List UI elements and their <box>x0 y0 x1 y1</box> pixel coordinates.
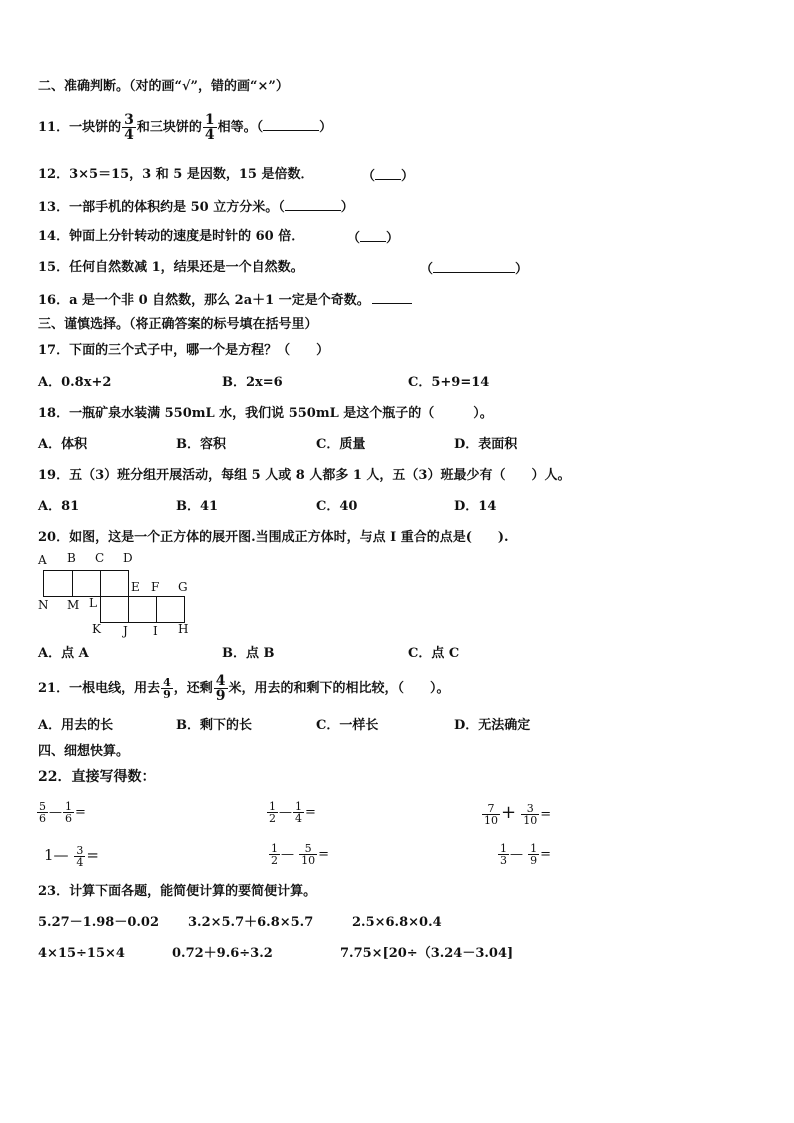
option-a[interactable]: A．0.8x+2 <box>38 375 112 390</box>
question-20: 20．如图，这是一个正方体的展开图.当围成正方体时，与点 I 重合的点是( ). <box>38 530 509 545</box>
option-d[interactable]: D．表面积 <box>454 437 518 452</box>
label-d: D <box>123 551 133 565</box>
question-19: 19．五（3）班分组开展活动，每组 5 人或 8 人都多 1 人，五（3）班最少有（ ）人。 <box>38 468 571 483</box>
calc-item: 0.72＋9.6÷3.2 <box>172 946 273 961</box>
label-a: A <box>38 553 47 567</box>
label-c: C <box>95 551 105 565</box>
label-b: B <box>67 551 76 565</box>
expression: $\frac{5}{6}$ — $\frac{1}{6}$ = <box>39 800 86 825</box>
option-c[interactable]: C．点 C <box>408 646 460 661</box>
answer-blank[interactable] <box>433 260 515 273</box>
question-13: 13．一部手机的体积约是 50 立方分米。（ ） <box>38 200 354 215</box>
question-14: 14．钟面上分针转动的速度是时针的 60 倍． <box>38 229 305 244</box>
answer-blank[interactable] <box>372 291 412 304</box>
question-18: 18．一瓶矿泉水装满 550mL 水，我们说 550mL 是这个瓶子的（ ）。 <box>38 406 493 421</box>
cube-net-figure <box>36 552 206 642</box>
net-face <box>100 570 129 597</box>
option-a[interactable]: A．点 A <box>38 646 89 661</box>
calc-item: 7.75×[20÷（3.24－3.04] <box>340 946 514 961</box>
question-11: 11．一块饼的 $\frac{3}{4}$ 和三块饼的 $\frac{1}{4}$ 相等。（ ） <box>38 112 333 143</box>
option-a[interactable]: A．用去的长 <box>38 718 114 733</box>
fraction: $\frac{3}{4}$ <box>124 112 134 143</box>
answer-blank[interactable] <box>263 118 319 131</box>
calc-item: 2.5×6.8×0.4 <box>352 915 442 930</box>
expression: $\frac{7}{10}$ + $\frac{3}{10}$ = <box>484 802 552 827</box>
q15-answer: （ ） <box>420 262 529 277</box>
label-i: I <box>153 624 158 638</box>
net-face <box>128 596 157 623</box>
calc-item: 5.27－1.98－0.02 <box>38 915 159 930</box>
label-g: G <box>178 580 188 594</box>
q11-text-c: 相等。（ <box>217 120 264 135</box>
option-d[interactable]: D．14 <box>454 499 497 514</box>
label-l: L <box>89 596 97 610</box>
q11-text-a: 11．一块饼的 <box>38 120 122 135</box>
label-f: F <box>151 580 160 594</box>
calc-item: 3.2×5.7＋6.8×5.7 <box>188 915 314 930</box>
expression: 1— $\frac{3}{4}$ = <box>44 843 99 869</box>
question-12: 12．3×5＝15，3 和 5 是因数，15 是倍数． <box>38 167 314 182</box>
section-4-title: 四、细想快算。 <box>38 744 130 759</box>
calc-item: 4×15÷15×4 <box>38 946 125 961</box>
expression: $\frac{1}{2}$ — $\frac{5}{10}$ = <box>271 842 330 867</box>
option-c[interactable]: C．质量 <box>316 437 366 452</box>
fraction: $\frac{4}{9}$ <box>215 673 226 704</box>
net-face <box>100 596 129 623</box>
net-face <box>156 596 185 623</box>
q14-answer: （ ） <box>347 231 400 246</box>
option-b[interactable]: B．点 B <box>222 646 275 661</box>
label-h: H <box>178 622 189 636</box>
option-c[interactable]: C．一样长 <box>316 718 379 733</box>
label-j: J <box>123 624 128 638</box>
label-n: N <box>38 598 49 612</box>
option-d[interactable]: D．无法确定 <box>454 718 531 733</box>
option-a[interactable]: A．81 <box>38 499 80 514</box>
answer-blank[interactable] <box>375 167 401 180</box>
section-2-title: 二、准确判断。（对的画“√”，错的画“×”） <box>38 79 289 94</box>
label-m: M <box>67 598 80 612</box>
expression: $\frac{1}{2}$ — $\frac{1}{4}$ = <box>269 800 316 825</box>
question-22: 22．直接写得数： <box>38 769 156 785</box>
question-17: 17．下面的三个式子中，哪一个是方程？（ ） <box>38 343 330 358</box>
option-b[interactable]: B．容积 <box>176 437 226 452</box>
question-23: 23．计算下面各题，能简便计算的要简便计算。 <box>38 884 317 899</box>
option-c[interactable]: C．5+9=14 <box>408 375 490 390</box>
option-b[interactable]: B．2x=6 <box>222 375 283 390</box>
question-16: 16．a 是一个非 0 自然数，那么 2a＋1 一定是个奇数。 <box>38 291 412 309</box>
option-a[interactable]: A．体积 <box>38 437 88 452</box>
net-face <box>72 570 101 597</box>
expression: $\frac{1}{3}$ — $\frac{1}{9}$ = <box>500 842 552 867</box>
answer-blank[interactable] <box>360 229 386 242</box>
option-b[interactable]: B．剩下的长 <box>176 718 252 733</box>
label-e: E <box>131 580 140 594</box>
question-21: 21．一根电线，用去 $\frac{4}{9}$ ，还剩 $\frac{4}{9}$ 米，用去的和剩下的相比较，（ ）。 <box>38 673 450 704</box>
q12-answer: （ ） <box>362 169 415 184</box>
net-face <box>43 570 73 597</box>
fraction: $\frac{4}{9}$ <box>163 676 171 701</box>
q11-text-b: 和三块饼的 <box>136 120 202 135</box>
option-c[interactable]: C．40 <box>316 499 358 514</box>
label-k: K <box>92 622 101 636</box>
option-b[interactable]: B．41 <box>176 499 219 514</box>
answer-blank[interactable] <box>285 198 341 211</box>
question-15: 15．任何自然数减 1，结果还是一个自然数。 <box>38 260 304 275</box>
section-3-title: 三、谨慎选择。（将正确答案的标号填在括号里） <box>38 317 318 332</box>
fraction: $\frac{1}{4}$ <box>204 112 215 143</box>
